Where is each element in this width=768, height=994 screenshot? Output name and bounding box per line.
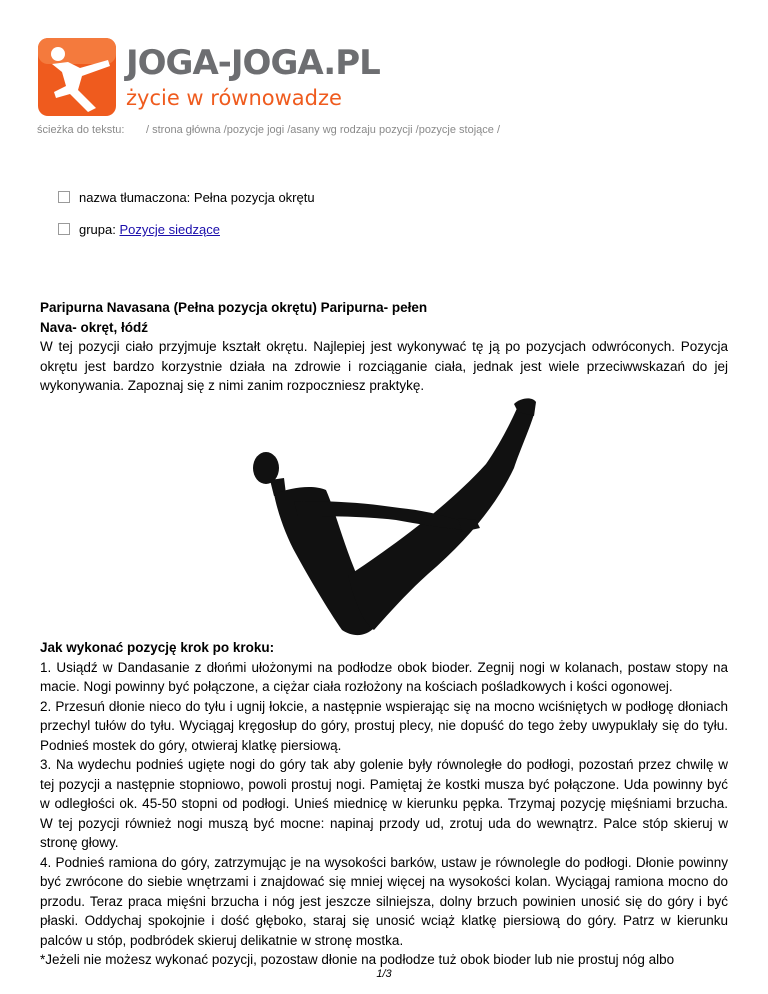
bullet-box-icon (58, 223, 70, 235)
group-row (58, 222, 220, 238)
steps-section (40, 638, 728, 970)
translated-name-row (58, 190, 315, 206)
article-subtitle: Nava- okręt, łódź (40, 319, 149, 335)
translated-name-value: Pełna pozycja okrętu (193, 190, 315, 205)
bullet-box-icon (58, 191, 70, 203)
step-2: 2. Przesuń dłonie nieco do tyłu i ugnij łokcie, a następnie wspierając się na mocno wciśniętych w podłogę dłoniach przechyl tułów do tyłu. Wyciągaj kręgosłup do góry, prostuj plecy, nie dopuść do tego żeby uwypuklały się do tyłu. Podnieś mostek do góry, otwieraj klatkę piersiową. (40, 698, 728, 753)
step-1: 1. Usiądź w Dandasanie z dłońmi ułożonymi na podłodze obok bioder. Zegnij nogi w kolanach, postaw stopy na macie. Nogi powinny być połączone, a ciężar ciała rozłożony na kościach pośladkowych i kości ogonowej. (40, 659, 728, 694)
intro-paragraph: W tej pozycji ciało przyjmuje kształt okrętu. Najlepiej jest wykonywać tę ją po pozycjach odwróconych. Pozycja okrętu jest bardzo korzystnie działa na zdrowie i rozciąganie ciała, jednak jest wiele przeciwwskazań do jej wykonywania. Zapoznaj się z nimi zanim rozpoczniesz praktykę. (40, 339, 728, 393)
step-note: *Jeżeli nie możesz wykonać pozycji, pozostaw dłonie na podłodze tuż obok bioder lub nie prostuj nóg albo (40, 952, 675, 967)
intro-section (40, 298, 728, 396)
group-link[interactable]: Pozycje siedzące (119, 222, 220, 237)
logo-title: JOGA-JOGA.PL (126, 43, 380, 83)
boat-pose-illustration (250, 398, 540, 640)
breadcrumb-label: ścieżka do tekstu: (37, 124, 125, 136)
logo-yoga-icon (38, 38, 116, 116)
step-4: 4. Podnieś ramiona do góry, zatrzymując je na wysokości barków, ustaw je równolegle do podłogi. Dłonie powinny być zwrócone do siebie wnętrzami i znajdować się mniej więcej na wysokości kolan. Wyciągaj ramiona mocno do przodu. Teraz praca mięśni brzucha i nóg jest jeszcze silniejsza, dolny brzuch powinien unosić się do góry i być płaski. Oddychaj spokojnie i dość głęboko, staraj się unosić wciąż klatkę piersiową do góry. Patrz w kierunku palców u stóp, podbródek skieruj delikatnie w stronę mostka. (40, 854, 728, 948)
steps-heading: Jak wykonać pozycję krok po kroku: (40, 640, 275, 655)
article-title: Paripurna Navasana (Pełna pozycja okrętu) Paripurna- pełen (40, 300, 428, 315)
group-label: grupa: (79, 222, 116, 237)
breadcrumb[interactable]: / strona główna /pozycje jogi /asany wg rodzaju pozycji /pozycje stojące / (146, 124, 501, 136)
site-logo[interactable] (38, 38, 380, 118)
translated-name-label: nazwa tłumaczona: (79, 190, 191, 205)
logo-subtitle: życie w równowadze (126, 86, 342, 110)
step-3: 3. Na wydechu podnieś ugięte nogi do góry tak aby golenie były równoległe do podłogi, pozostań przez chwilę w tej pozycji a następnie stopniowo, powoli prostuj nogi. Pamiętaj że kostki musza być połączone. Uda powinny być w odległości ok. 45-50 stopni od podłogi. Unieś miednicę w kierunku pępka. Trzymaj pozycję mięśniami brzucha. W tej pozycji również nogi muszą być mocne: napinaj przody ud, zrotuj uda do wewnątrz. Palce stóp skieruj w stronę głowy. (40, 757, 728, 850)
page-number: 1/3 (376, 968, 392, 980)
